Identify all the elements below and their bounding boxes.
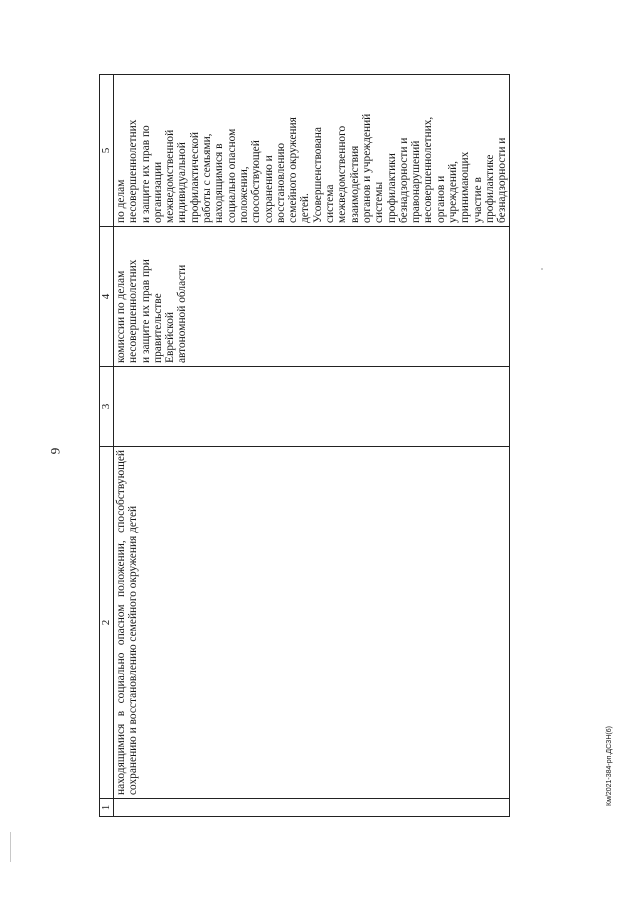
header-cell-4: 4 (100, 227, 114, 367)
cell-col1 (114, 799, 510, 817)
cell-col5-results: по делам несовершеннолетних и защите их прав по организации межведомственной индивидуальной профилактической работы с семьями, находящимися в социально опасном положении, способствующей сохранению и восстановлению семейного окружения детей. Усовершенствована система межведомственного взаимодействия органов и учреждений системы профилактики безнадзорности и правонарушений несовершеннолетних, органов и учреждений, принимающих участие в профилактике безнадзорности и (114, 75, 510, 227)
document-code: Км/2021-384-рп.ДСЗН(6) (606, 726, 613, 806)
cell-col2-description: находящимися в социально опасном положении, способствующей сохранению и восстановлению семейного окружения детей (114, 447, 510, 799)
margin-mark (10, 832, 11, 862)
table-header-row (100, 75, 114, 817)
cell-col3 (114, 367, 510, 447)
program-table (99, 74, 510, 817)
cell-col4-responsible: комиссии по делам несовершеннолетних и защите их прав при правительстве Еврейской автономной области (114, 227, 510, 367)
header-cell-1: 1 (100, 799, 114, 817)
header-cell-5: 5 (100, 75, 114, 227)
table-row (114, 75, 510, 817)
header-cell-2: 2 (100, 447, 114, 799)
scan-artifact (541, 268, 543, 270)
page-number: 9 (47, 447, 63, 455)
header-cell-3: 3 (100, 367, 114, 447)
